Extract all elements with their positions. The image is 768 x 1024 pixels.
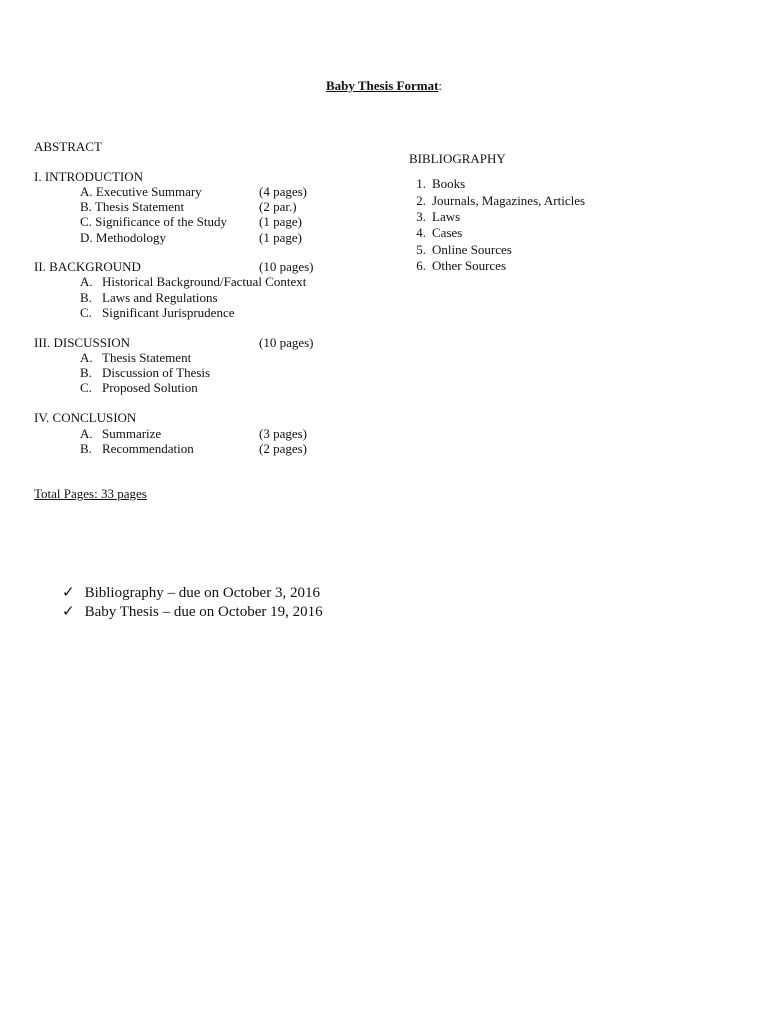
section-background-heading: II. BACKGROUND — [34, 259, 141, 274]
bibliography-number: 6. — [416, 258, 426, 273]
bibliography-heading: BIBLIOGRAPHY — [409, 151, 506, 166]
deadline-item — [62, 584, 320, 602]
outline-item-pages: (2 pages) — [259, 441, 308, 456]
bibliography-number: 1. — [416, 176, 426, 191]
bibliography-item — [404, 209, 460, 224]
checkmark-icon: ✓ — [62, 604, 75, 620]
outline-label: Laws and Regulations — [102, 290, 218, 305]
title-text: Baby Thesis Format — [325, 78, 439, 93]
bibliography-label: Cases — [432, 225, 463, 240]
outline-letter: A. — [80, 426, 93, 441]
bibliography-item — [404, 193, 585, 208]
deadline-text: Baby Thesis – due on October 19, 2016 — [84, 604, 323, 620]
outline-label: Recommendation — [102, 441, 194, 456]
bibliography-item — [404, 242, 512, 257]
bibliography-label: Other Sources — [432, 258, 507, 273]
total-pages: Total Pages: 33 pages — [34, 486, 147, 501]
bibliography-label: Journals, Magazines, Articles — [432, 193, 586, 208]
outline-label: Thesis Statement — [102, 350, 192, 365]
title-suffix: : — [438, 78, 443, 93]
outline-item — [80, 426, 161, 441]
page-title — [0, 78, 768, 94]
outline-item-pages: (1 page) — [259, 214, 302, 229]
outline-item-pages: (3 pages) — [259, 426, 308, 441]
bibliography-number: 4. — [416, 225, 426, 240]
outline-letter: C. — [80, 305, 92, 320]
outline-item: C. Significance of the Study — [80, 214, 227, 229]
outline-letter: B. — [80, 441, 92, 456]
outline-item — [80, 441, 194, 456]
deadline-text: Bibliography – due on October 3, 2016 — [84, 585, 320, 601]
outline-item-pages: (4 pages) — [259, 184, 308, 199]
outline-item — [80, 365, 210, 380]
outline-letter: B. — [80, 290, 92, 305]
outline-item-pages: (1 page) — [259, 230, 302, 245]
outline-label: Discussion of Thesis — [102, 365, 211, 380]
section-background-pages: (10 pages) — [259, 259, 314, 274]
outline-label: Proposed Solution — [102, 380, 198, 395]
outline-item-pages: (2 par.) — [259, 199, 297, 214]
section-discussion-pages: (10 pages) — [259, 335, 314, 350]
outline-label: Historical Background/Factual Context — [102, 274, 307, 289]
outline-letter: A. — [80, 274, 93, 289]
outline-item — [80, 305, 235, 320]
outline-letter: B. — [80, 365, 92, 380]
section-discussion-heading: III. DISCUSSION — [34, 335, 131, 350]
bibliography-label: Laws — [432, 209, 461, 224]
bibliography-number: 2. — [416, 193, 426, 208]
bibliography-number: 3. — [416, 209, 426, 224]
deadline-item — [62, 603, 323, 621]
outline-item — [80, 350, 191, 365]
outline-item — [80, 290, 218, 305]
outline-item — [80, 274, 306, 289]
bibliography-label: Books — [432, 176, 466, 191]
outline-label: Significant Jurisprudence — [102, 305, 235, 320]
bibliography-item — [404, 176, 465, 191]
bibliography-number: 5. — [416, 242, 426, 257]
checkmark-icon: ✓ — [62, 585, 75, 601]
outline-item: B. Thesis Statement — [80, 199, 185, 214]
outline-label: Summarize — [102, 426, 162, 441]
outline-letter: C. — [80, 380, 92, 395]
abstract-heading: ABSTRACT — [34, 139, 102, 154]
section-introduction-heading: I. INTRODUCTION — [34, 169, 144, 184]
bibliography-label: Online Sources — [432, 242, 512, 257]
outline-item — [80, 380, 198, 395]
bibliography-item — [404, 258, 506, 273]
outline-item: D. Methodology — [80, 230, 166, 245]
outline-item: A. Executive Summary — [80, 184, 202, 199]
bibliography-item — [404, 225, 462, 240]
section-conclusion-heading: IV. CONCLUSION — [34, 410, 137, 425]
outline-letter: A. — [80, 350, 93, 365]
